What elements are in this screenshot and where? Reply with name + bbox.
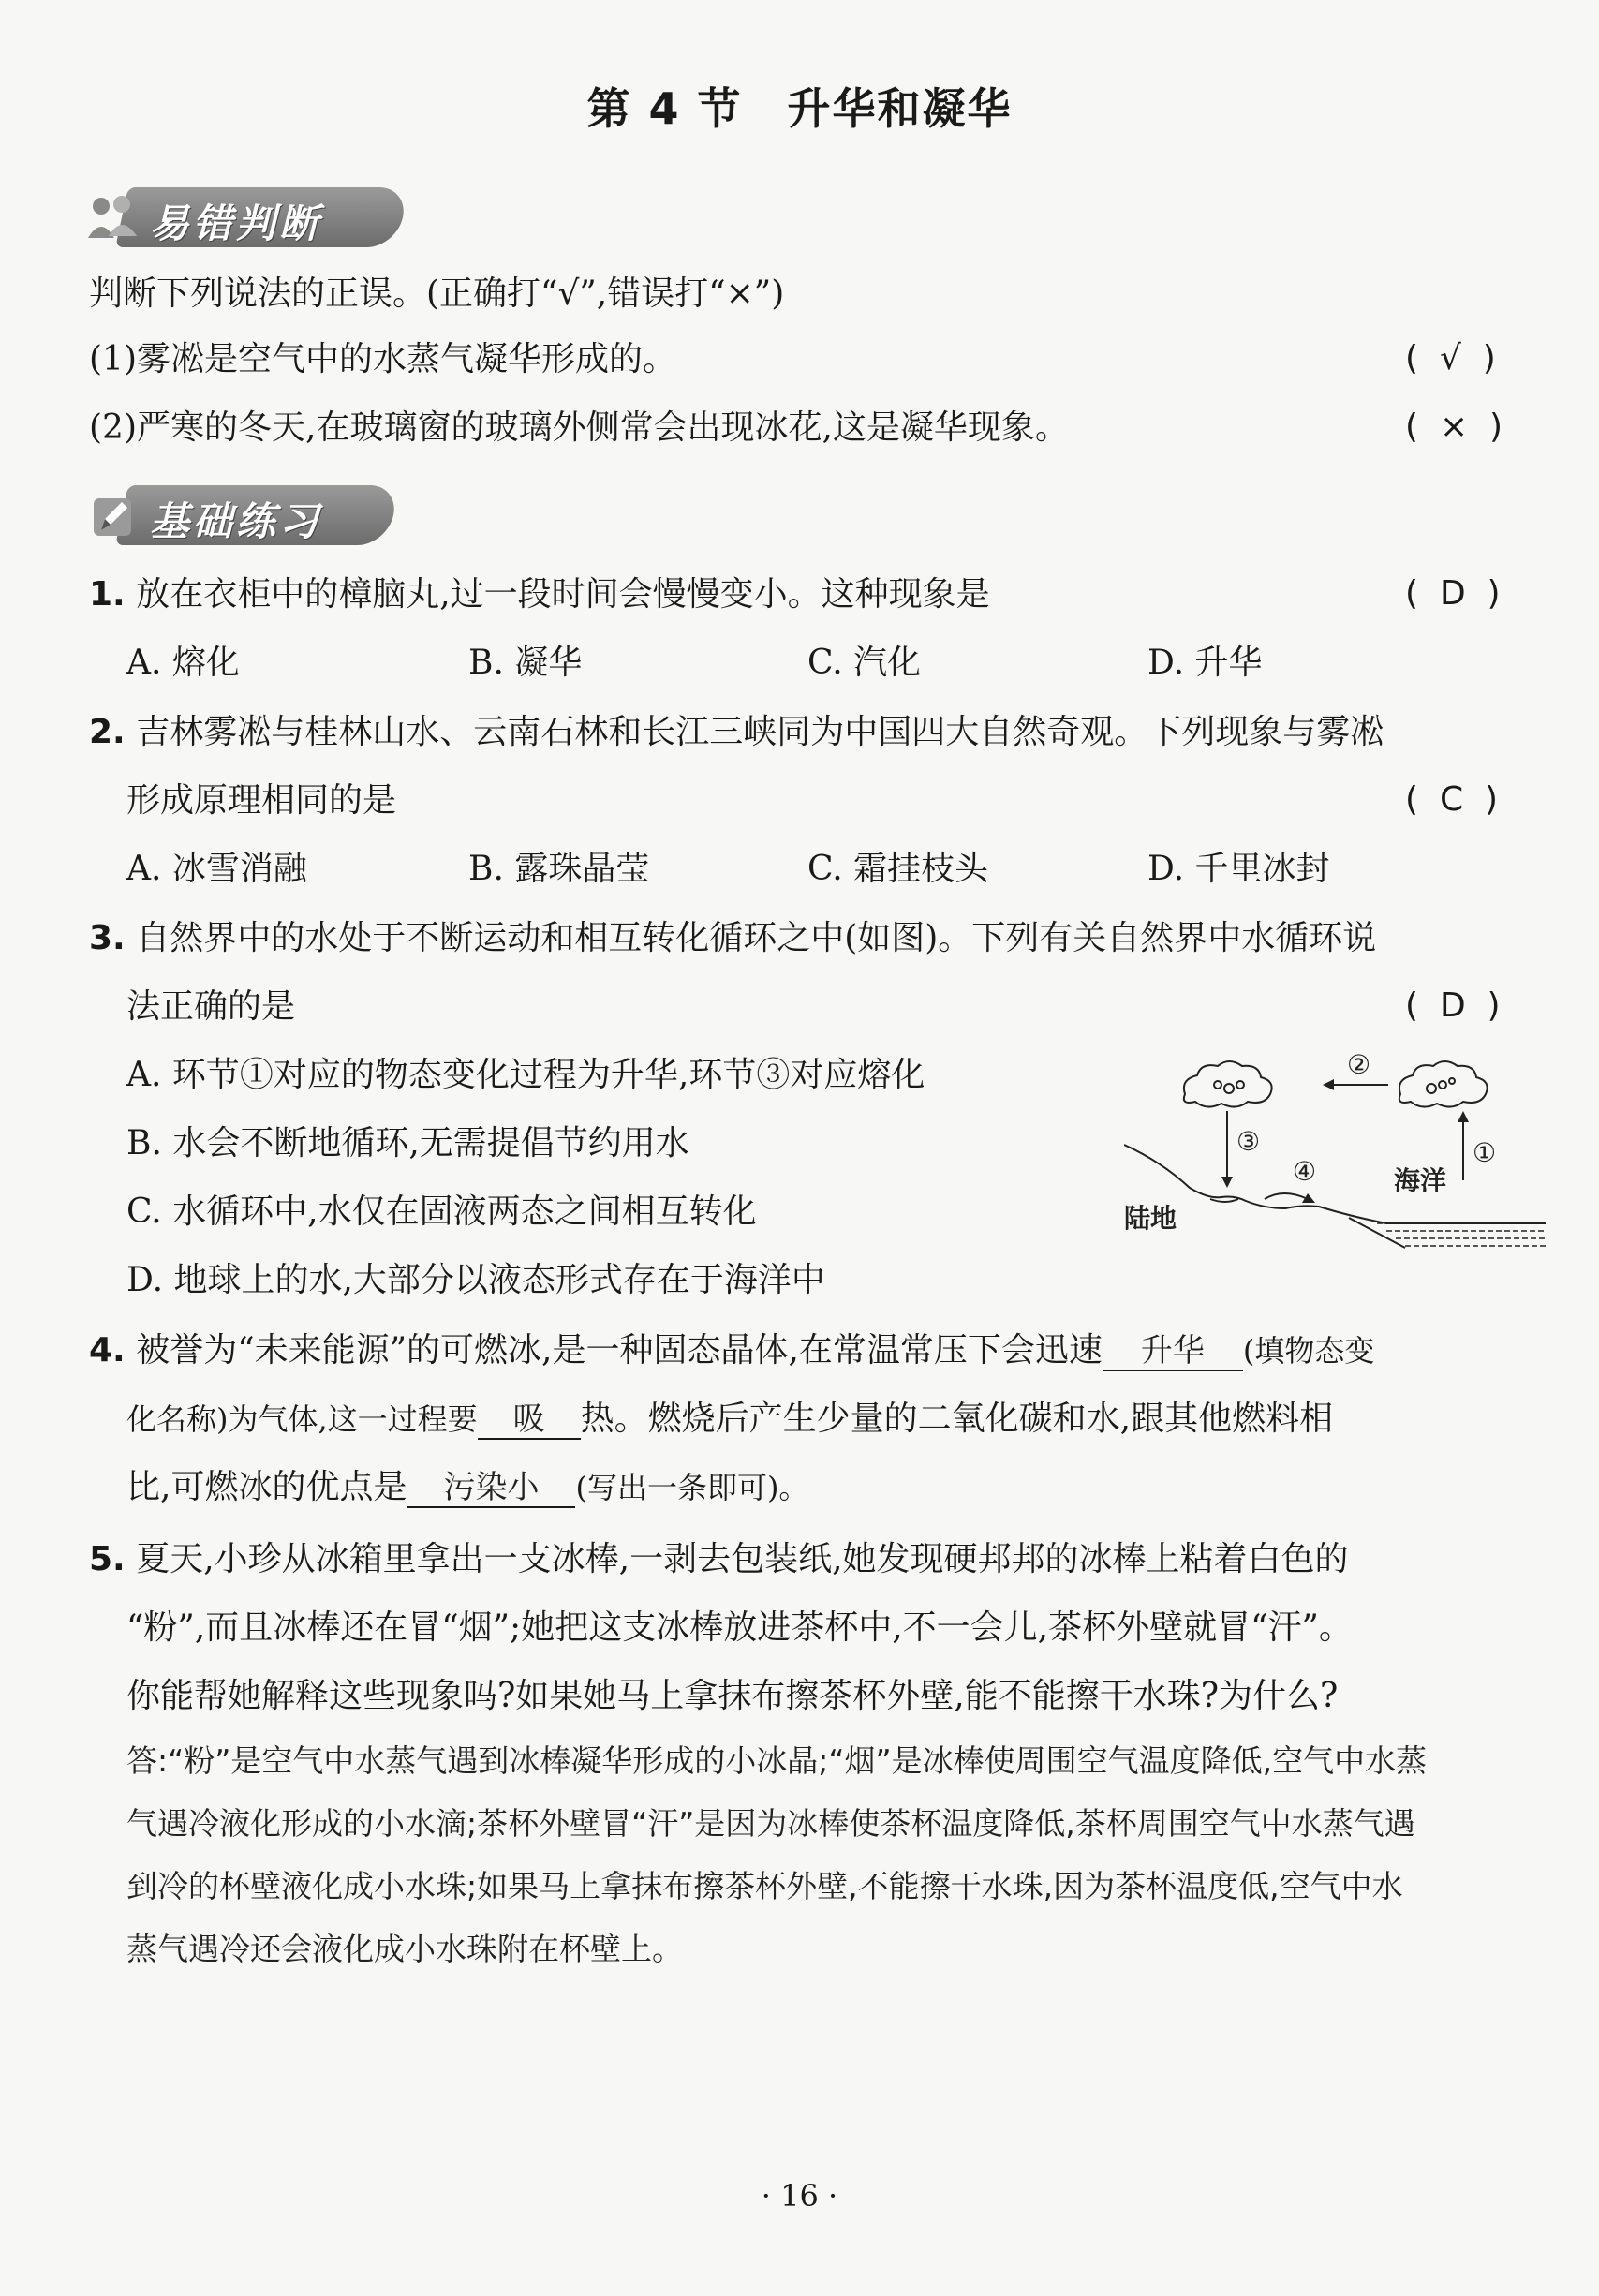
section-banner-error-judgment xyxy=(84,187,384,249)
label-1: ① xyxy=(1473,1137,1497,1168)
q3-option-d: D. 地球上的水,大部分以液态形式存在于海洋中 xyxy=(126,1261,825,1299)
question-5-line2: “粉”,而且冰棒还在冒“烟”;她把这支冰棒放进茶杯中,不一会儿,茶杯外壁就冒“汗”。 xyxy=(126,1608,1353,1647)
label-sea: 海洋 xyxy=(1394,1165,1447,1196)
fill-blank-3[interactable]: 污染小 xyxy=(407,1469,575,1508)
q3-option-b: B. 水会不断地循环,无需提倡节约用水 xyxy=(126,1124,689,1163)
question-number: 2. xyxy=(89,713,126,751)
answer-paren-2: ( × ) xyxy=(1405,407,1503,446)
q2-option-a: A. 冰雪消融 xyxy=(126,850,307,888)
question-4-line3 xyxy=(126,1467,808,1508)
water-cycle-diagram xyxy=(1124,1040,1546,1255)
question-text: 被誉为“未来能源”的可燃冰,是一种固态晶体,在常温常压下会迅速 xyxy=(136,1331,1103,1370)
answer-mark: √ xyxy=(1439,339,1461,378)
question-text: 比,可燃冰的优点是 xyxy=(126,1468,407,1506)
people-icon xyxy=(84,191,141,247)
pencil-icon xyxy=(84,489,141,545)
section-banner-basic-practice xyxy=(84,485,384,547)
fill-blank-2[interactable]: 吸 xyxy=(478,1400,581,1440)
answer-paren-1: ( √ ) xyxy=(1405,339,1496,378)
question-number: 3. xyxy=(89,919,126,957)
question-text: 热。燃烧后产生少量的二氧化碳和水,跟其他燃料相 xyxy=(580,1400,1334,1438)
question-text: 自然界中的水处于不断运动和相互转化循环之中(如图)。下列有关自然界中水循环说 xyxy=(136,919,1377,957)
question-5-line3: 你能帮她解释这些现象吗?如果她马上拿抹布擦茶杯外壁,能不能擦干水珠?为什么? xyxy=(126,1677,1339,1715)
q3-option-c: C. 水循环中,水仅在固液两态之间相互转化 xyxy=(126,1192,757,1231)
arrow-4 xyxy=(1265,1193,1308,1199)
instruction-text: 判断下列说法的正误。(正确打“√”,错误打“×”) xyxy=(89,274,785,313)
question-text: 化名称)为气体,这一过程要 xyxy=(126,1401,478,1437)
label-4: ④ xyxy=(1293,1156,1317,1187)
q1-option-d: D. 升华 xyxy=(1147,644,1263,682)
q2-option-b: B. 露珠晶莹 xyxy=(468,850,650,888)
answer-letter: C xyxy=(1439,780,1464,819)
question-4-line2 xyxy=(126,1399,1333,1440)
question-number: 5. xyxy=(89,1540,126,1578)
question-5 xyxy=(89,1539,1349,1580)
q3-option-a: A. 环节①对应的物态变化过程为升华,环节③对应熔化 xyxy=(126,1056,925,1094)
q2-option-d: D. 千里冰封 xyxy=(1147,850,1330,888)
fill-blank-1[interactable]: 升华 xyxy=(1103,1332,1243,1371)
answer-paren-q3: ( D ) xyxy=(1405,986,1501,1025)
cloud-right xyxy=(1399,1061,1488,1107)
label-land: 陆地 xyxy=(1124,1203,1177,1234)
question-4 xyxy=(89,1330,1374,1371)
label-3: ③ xyxy=(1236,1126,1261,1157)
handwritten-answer-line-4: 蒸气遇冷还会液化成小水珠附在杯壁上。 xyxy=(126,1931,683,1967)
question-text: 夏天,小珍从冰箱里拿出一支冰棒,一剥去包装纸,她发现硬邦邦的冰棒上粘着白色的 xyxy=(136,1540,1349,1578)
answer-letter: D xyxy=(1439,574,1466,613)
question-text: (写出一条即可)。 xyxy=(575,1470,809,1505)
question-text: 放在衣柜中的樟脑丸,过一段时间会慢慢变小。这种现象是 xyxy=(136,575,990,614)
handwritten-answer-line-1: 答:“粉”是空气中水蒸气遇到冰棒凝华形成的小冰晶;“烟”是冰棒使周围空气温度降低,空气中水蒸 xyxy=(126,1742,1428,1779)
cloud-left xyxy=(1184,1061,1272,1107)
label-2: ② xyxy=(1347,1049,1371,1080)
handwritten-answer-line-3: 到冷的杯壁液化成小水珠;如果马上拿抹布擦茶杯外壁,不能擦干水珠,因为茶杯温度低,空气中水 xyxy=(126,1868,1403,1904)
question-text: 吉林雾凇与桂林山水、云南石林和长江三峡同为中国四大自然奇观。下列现象与雾凇 xyxy=(136,713,1384,751)
answer-letter: D xyxy=(1439,986,1466,1025)
question-3-line2: 法正确的是 xyxy=(126,987,296,1026)
page-title: 第 4 节 升华和凝华 xyxy=(586,83,1013,134)
q1-option-c: C. 汽化 xyxy=(807,644,922,682)
question-text: (填物态变 xyxy=(1242,1333,1375,1369)
q1-option-a: A. 熔化 xyxy=(126,644,240,682)
answer-paren-q1: ( D ) xyxy=(1405,574,1501,613)
section-label: 易错判断 xyxy=(150,200,323,246)
question-1 xyxy=(89,574,990,615)
answer-paren-q2: ( C ) xyxy=(1405,780,1499,819)
question-3 xyxy=(89,918,1376,959)
judgment-item-1: (1)雾凇是空气中的水蒸气凝华形成的。 xyxy=(89,340,676,378)
page-number: · 16 · xyxy=(761,2178,838,2214)
question-number: 4. xyxy=(89,1331,126,1370)
question-2-line2: 形成原理相同的是 xyxy=(126,781,397,820)
question-2 xyxy=(89,712,1384,753)
question-number: 1. xyxy=(89,575,126,614)
judgment-item-2: (2)严寒的冬天,在玻璃窗的玻璃外侧常会出现冰花,这是凝华现象。 xyxy=(89,408,1069,447)
q1-option-b: B. 凝华 xyxy=(468,644,583,682)
handwritten-answer-line-2: 气遇冷液化形成的小水滴;茶杯外壁冒“汗”是因为冰棒使茶杯温度降低,茶杯周围空气中水蒸气遇 xyxy=(126,1805,1415,1842)
q2-option-c: C. 霜挂枝头 xyxy=(807,850,989,888)
answer-mark: × xyxy=(1439,407,1469,446)
section-label: 基础练习 xyxy=(150,498,323,544)
